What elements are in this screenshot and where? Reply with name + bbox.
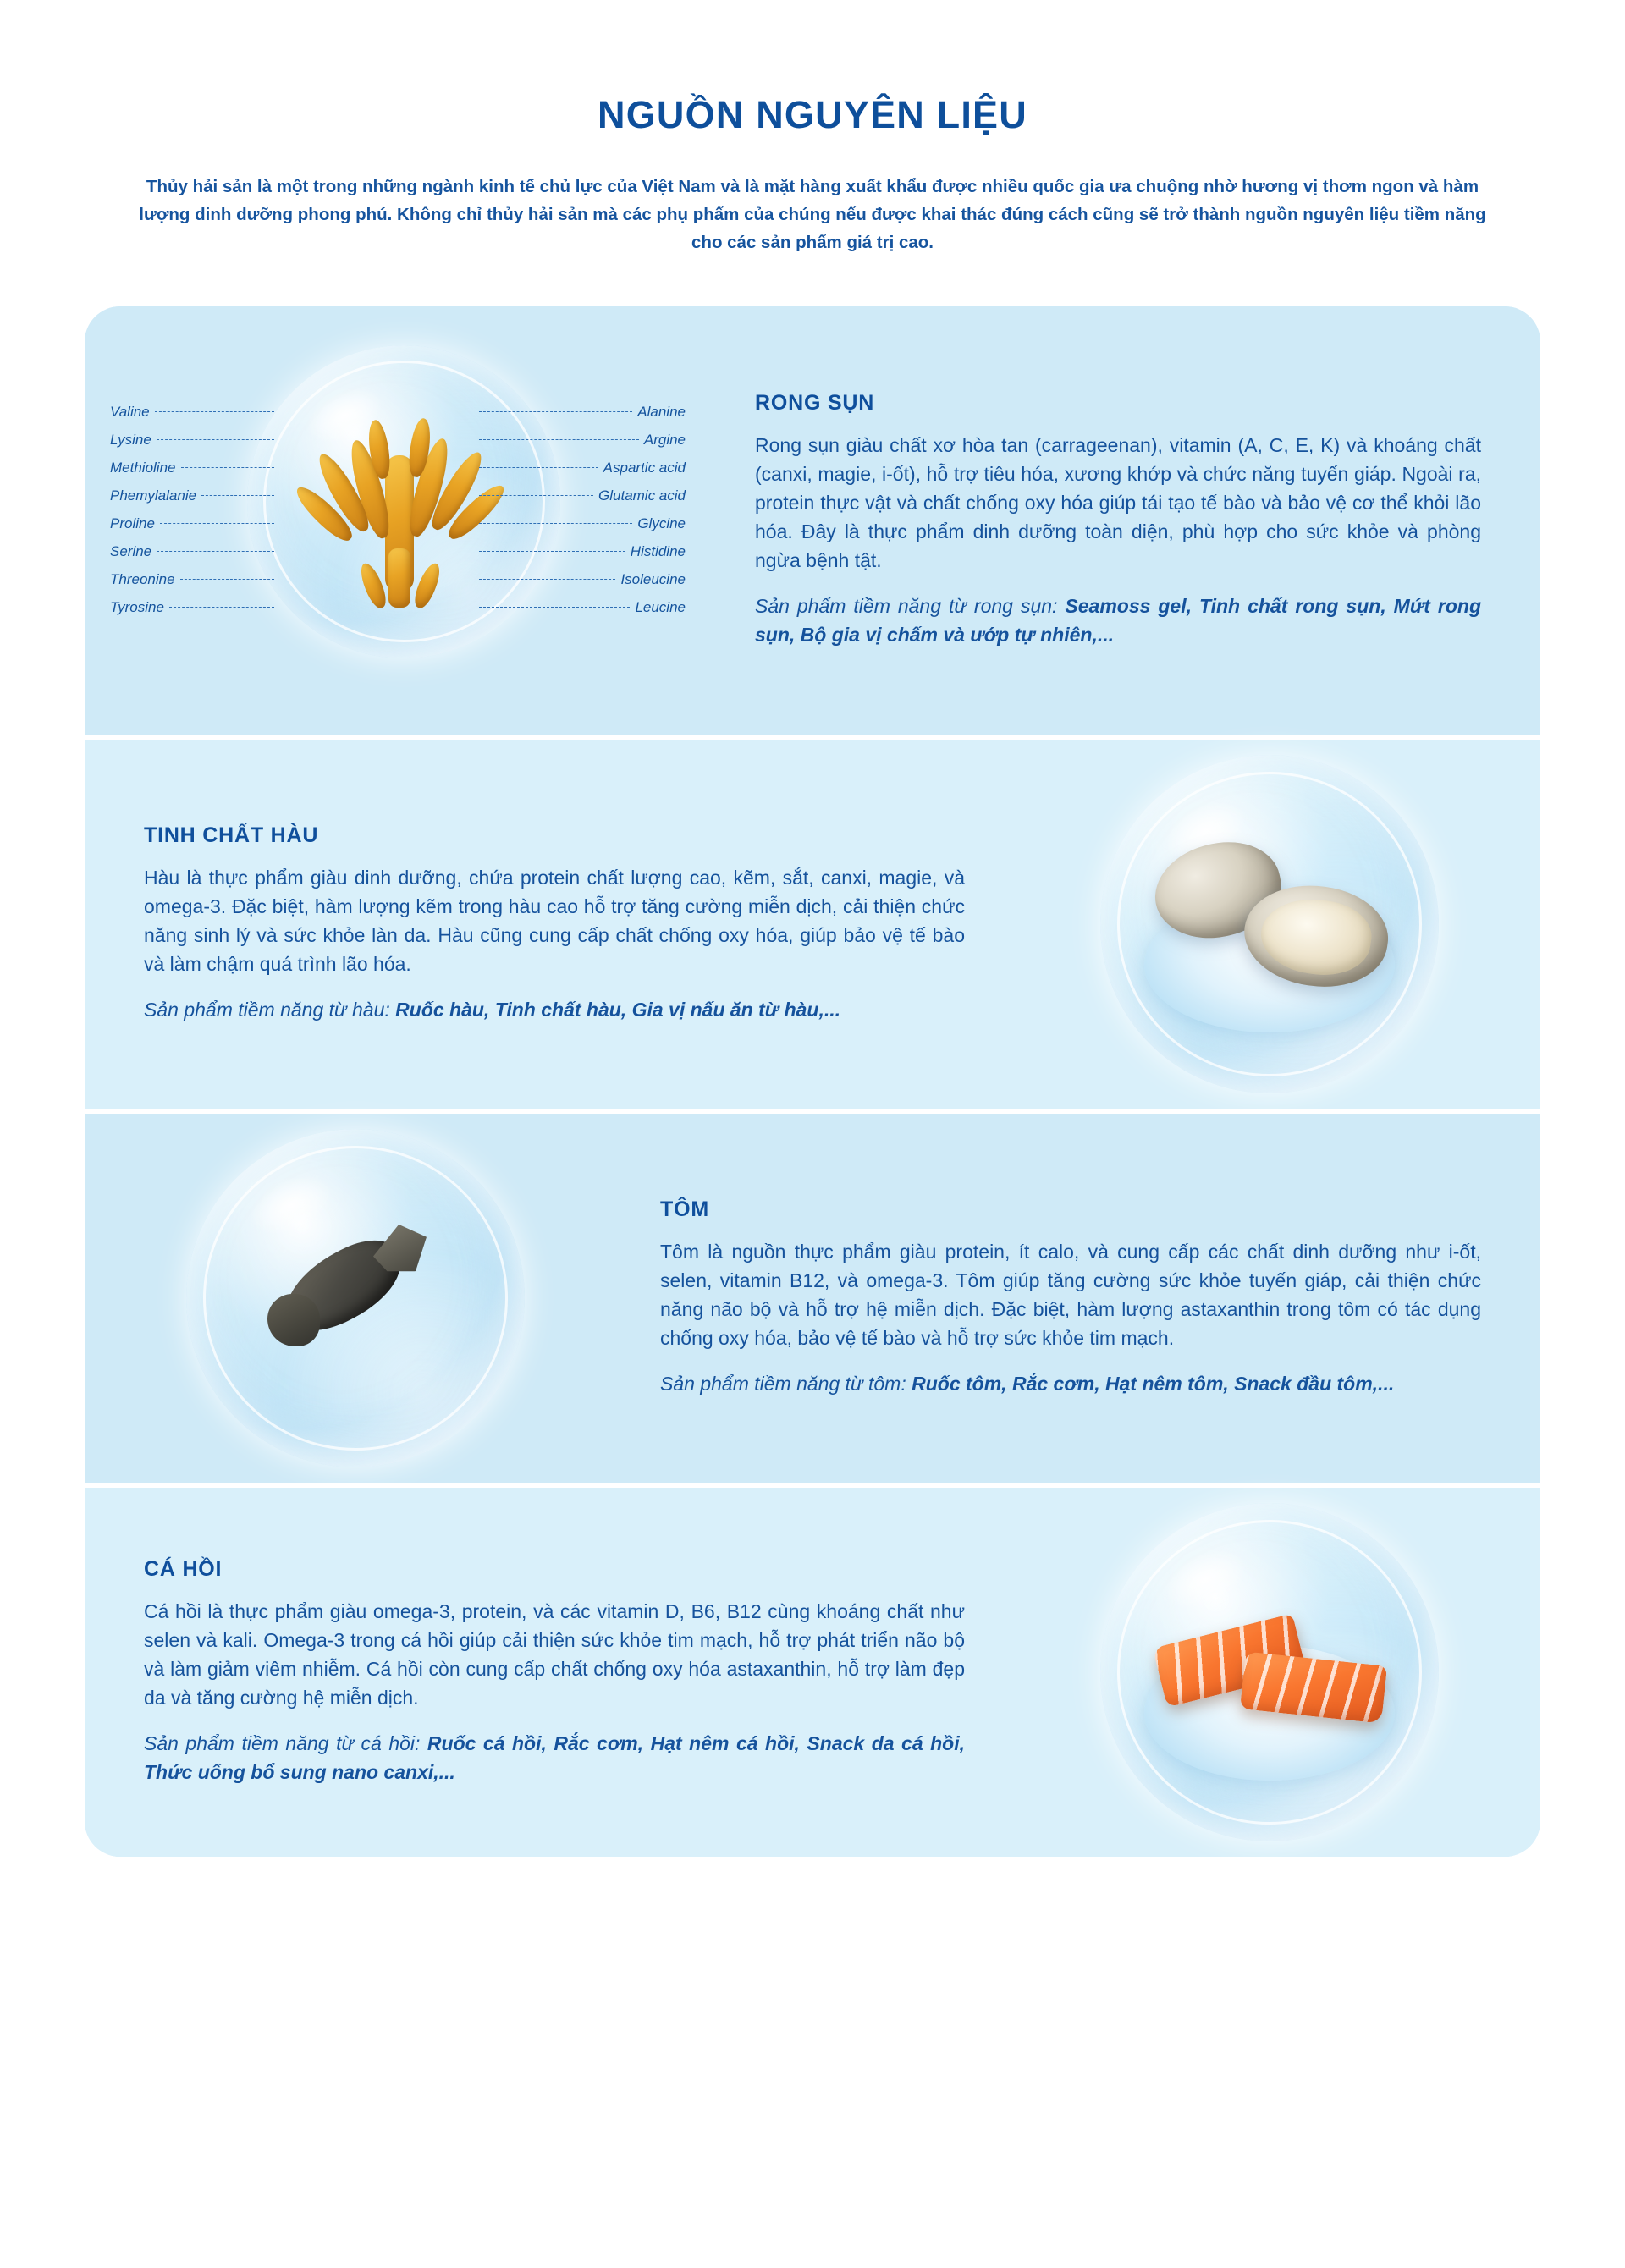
amino-acid-labels-left [110,398,279,621]
potential-label: Sản phẩm tiềm năng từ hàu: [144,999,390,1021]
section-rong-sun-text [711,362,1540,678]
amino-label: Threonine [110,570,175,587]
section-tom [85,1114,1540,1483]
section-body: Tôm là nguồn thực phẩm giàu protein, ít calo, và cung cấp các chất dinh dưỡng như i-ốt, selen, vitamin B12, và omega-3. Tôm giúp tăng cường sức khỏe tuyến giáp, cải thiện chức năng não bộ và hỗ trợ hệ miễn dịch. Đặc biệt, hàm lượng astaxanthin trong tôm có tác dụng chống oxy hóa, bảo vệ tế bào và hỗ trợ sức khỏe tim mạch. [660,1241,1481,1350]
potential-label: Sản phẩm tiềm năng từ tôm: [660,1373,906,1395]
amino-label: Serine [110,542,152,559]
amino-label: Leucine [635,598,686,615]
section-potential [755,592,1481,649]
amino-acid-labels-right [474,398,686,621]
shrimp-bubble-image [85,1114,626,1483]
section-potential [144,995,965,1024]
seaweed-bubble-image [85,306,711,735]
potential-value: Ruốc cá hồi, Rắc cơm, Hạt nêm cá hồi, Snack da cá hồi, Thức uống bổ sung nano canxi,... [144,1732,965,1784]
section-title: TÔM [660,1197,709,1222]
potential-value: Ruốc tôm, Rắc cơm, Hạt nêm tôm, Snack đầu tôm,... [906,1373,1395,1395]
salmon-bubble-image [999,1488,1540,1857]
potential-label: Sản phẩm tiềm năng từ cá hồi: [144,1732,421,1755]
amino-label: Proline [110,515,155,531]
intro-paragraph: Thủy hải sản là một trong những ngành kinh tế chủ lực của Việt Nam và là mặt hàng xuất khẩu được nhiều quốc gia ưa chuộng nhờ hương vị thơm ngon và hàm lượng dinh dưỡng phong phú. Không chỉ thủy hải sản mà các phụ phẩm của chúng nếu được khai thác đúng cách cũng sẽ trở thành nguồn nguyên liệu tiềm năng cho các sản phẩm giá trị cao. [139,177,1486,253]
amino-label: Aspartic acid [603,459,686,476]
bubble-shape [186,1129,525,1467]
footer-strip [0,2219,1625,2268]
section-ca-hoi [85,1488,1540,1857]
amino-label: Methioline [110,459,176,476]
section-ca-hoi-text [85,1528,999,1815]
section-rong-sun [85,306,1540,735]
potential-value: Seamoss gel, Tinh chất rong sụn, Mứt rong sụn, Bộ gia vị chấm và ướp tự nhiên,... [755,595,1481,647]
section-potential [660,1369,1481,1398]
amino-label: Alanine [637,403,686,420]
section-title: TINH CHẤT HÀU [144,823,319,848]
section-body: Cá hồi là thực phẩm giàu omega-3, protein, và các vitamin D, B6, B12 cùng khoáng chất như selen và kali. Omega-3 trong cá hồi giúp cải thiện sức khỏe tim mạch, hỗ trợ phát triển não bộ và làm giảm viêm nhiễm. Cá hồi còn cung cấp chất chống oxy hóa astaxanthin, hỗ trợ làm đẹp da và tăng cường hệ miễn dịch. [144,1600,965,1709]
potential-value: Ruốc hàu, Tinh chất hàu, Gia vị nấu ăn từ hàu,... [389,999,841,1021]
amino-label: Phemylalanie [110,487,197,504]
amino-label: Lysine [110,431,151,448]
section-potential [144,1729,965,1786]
section-body: Hàu là thực phẩm giàu dinh dưỡng, chứa protein chất lượng cao, kẽm, sắt, canxi, magie, và omega-3. Đặc biệt, hàm lượng kẽm trong hàu cao hỗ trợ tăng cường miễn dịch, cải thiện chức năng sinh lý và sức khỏe làn da. Hàu cũng cung cấp chất chống oxy hóa, giúp bảo vệ tế bào và làm chậm quá trình lão hóa. [144,867,965,976]
amino-label: Glutamic acid [598,487,686,504]
section-title: CÁ HỒI [144,1557,223,1582]
section-title: RONG SỤN [755,391,875,415]
section-body: Rong sụn giàu chất xơ hòa tan (carrageenan), vitamin (A, C, E, K) và khoáng chất (canxi, magie, i-ốt), hỗ trợ tiêu hóa, xương khớp và chức năng tuyến giáp. Ngoài ra, protein thực vật và chất chống oxy hóa giúp tái tạo tế bào và bảo vệ cơ thể khỏi lão hóa. Đây là thực phẩm dinh dưỡng toàn diện, phù hợp cho sức khỏe và phòng ngừa bệnh tật. [755,434,1481,572]
amino-label: Glycine [637,515,686,531]
amino-label: Histidine [630,542,686,559]
section-tinh-chat-hau-text [85,795,999,1053]
amino-label: Argine [643,431,686,448]
amino-label: Isoleucine [620,570,686,587]
bubble-shape [1100,755,1439,1093]
potential-label: Sản phẩm tiềm năng từ rong sụn: [755,595,1058,618]
section-tom-text [626,1169,1540,1427]
section-tinh-chat-hau [85,740,1540,1109]
oyster-bubble-image [999,740,1540,1109]
amino-label: Valine [110,403,150,420]
bubble-shape [1100,1503,1439,1841]
amino-label: Tyrosine [110,598,164,615]
page-title: NGUỒN NGUYÊN LIỆU [598,93,1027,136]
sections-container [85,306,1540,1857]
